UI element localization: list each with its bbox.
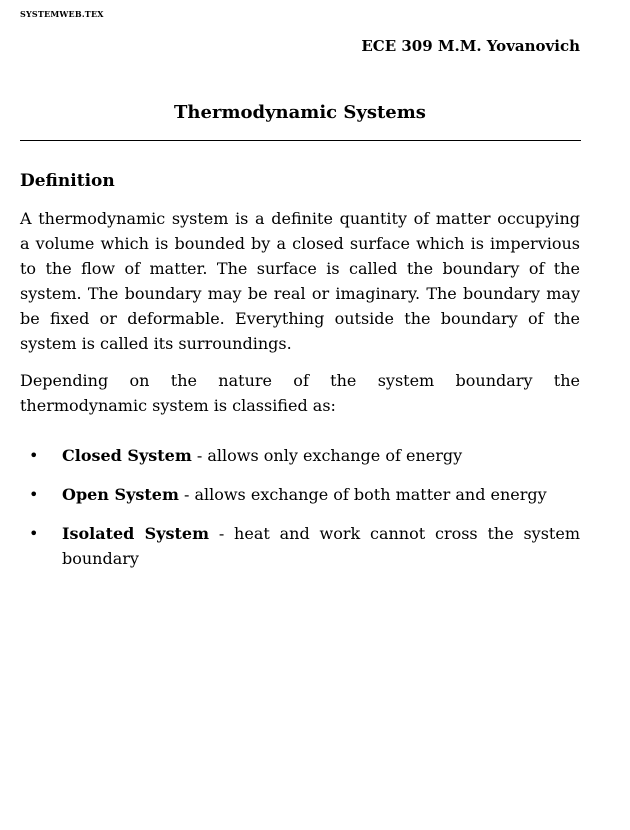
title-divider	[20, 140, 581, 141]
list-item	[20, 482, 580, 507]
list-item-text: - heat and work cannot cross the system boundary	[62, 524, 581, 568]
bullet-icon: •	[29, 524, 39, 543]
list-item-text: - allows exchange of both matter and energy	[178, 485, 547, 504]
system-type-list	[20, 443, 580, 585]
definition-paragraph: A thermodynamic system is a definite quantity of matter occupying a volume which is bounded by a closed surface which is impervious to the flow of matter. The surface is called the boundary of the system. The boundary may be real or imaginary. The boundary may be fixed or deformable. Everything outside the boundary of the system is called its surroundings.	[20, 209, 580, 353]
list-item	[20, 521, 580, 571]
list-item	[20, 443, 580, 468]
list-item-term: Closed System	[62, 446, 192, 465]
page-title: Thermodynamic Systems	[174, 102, 426, 123]
bullet-icon: •	[29, 446, 39, 465]
list-item-text: - allows only exchange of energy	[191, 446, 463, 465]
list-item-term: Open System	[62, 485, 179, 504]
list-item-term: Isolated System	[62, 524, 210, 543]
bullet-icon: •	[29, 485, 39, 504]
classification-paragraph: Depending on the nature of the system boundary the thermodynamic system is classified as:	[20, 371, 580, 415]
course-header: ECE 309 M.M. Yovanovich	[361, 37, 580, 55]
file-tag: SYSTEMWEB.TEX	[20, 9, 104, 19]
section-heading: Definition	[20, 171, 115, 191]
